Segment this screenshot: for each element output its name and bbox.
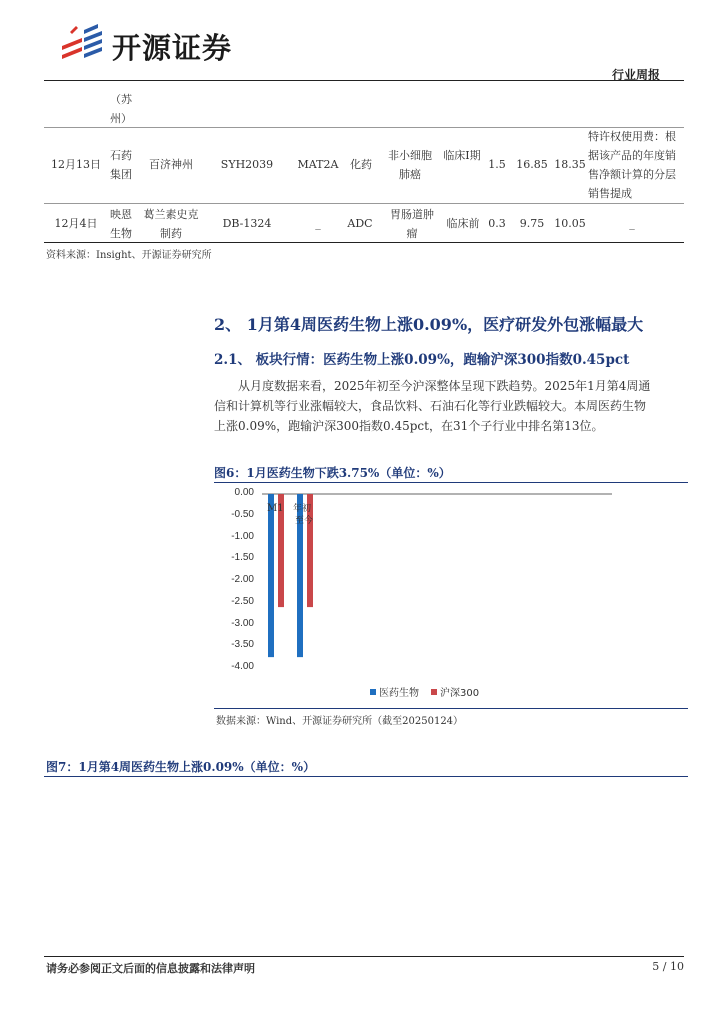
figure-6-rule bbox=[214, 482, 688, 483]
figure-6-source: 数据来源：Wind、开源证券研究所（截至20250124） bbox=[216, 716, 464, 727]
y-tick-label: 0.00 bbox=[234, 487, 254, 498]
table-cell-company: 石药集团 bbox=[110, 149, 132, 181]
paragraph-line: 从月度数据来看，2025年初至今沪深整体呈现下跌趋势。2025年1月第4周通 bbox=[238, 379, 651, 393]
table-cell-drug: SYH2039 bbox=[220, 158, 274, 171]
table-cell-milestone: 16.85 bbox=[516, 158, 548, 171]
section-2-title: 2、 1月第4周医药生物上涨0.09%，医疗研发外包涨幅最大 bbox=[214, 315, 644, 334]
company-logo bbox=[60, 24, 104, 64]
y-tick-label: -1.00 bbox=[231, 530, 254, 542]
company-name: 开源证券 bbox=[112, 31, 233, 65]
table-source: 资料来源：Insight、开源证券研究所 bbox=[46, 250, 212, 261]
paragraph-line: 上涨0.09%，跑输沪深300指数0.45pct，在31个子行业中排名第13位。 bbox=[214, 419, 604, 433]
y-tick-label: -3.50 bbox=[231, 639, 254, 651]
legend-label: 沪深300 bbox=[440, 688, 480, 699]
y-tick-label: -3.00 bbox=[231, 617, 254, 629]
y-tick-label: -2.00 bbox=[231, 574, 254, 585]
table-cell-upfront: 0.3 bbox=[488, 217, 506, 230]
x-category-label: 年初 bbox=[293, 504, 312, 514]
table-cell-stage: 临床I期 bbox=[443, 149, 481, 162]
legend-item bbox=[431, 684, 479, 699]
figure-6-caption: 图6：1月医药生物下跌3.75%（单位：%） bbox=[214, 466, 451, 480]
legend-swatch-series-2 bbox=[431, 689, 437, 695]
table-cell-royalty: 特许权使用费：根据该产品的年度销售净额计算的分层销售提成 bbox=[588, 130, 676, 200]
bar-chart bbox=[214, 486, 688, 708]
y-tick-label: -0.50 bbox=[231, 508, 254, 520]
page-number: 5 / 10 bbox=[652, 960, 684, 973]
figure-6-chart bbox=[214, 486, 688, 708]
bar-yiyao-1 bbox=[268, 494, 274, 657]
footer-rule bbox=[44, 956, 684, 957]
section-2-1-title: 2.1、 板块行情：医药生物上涨0.09%，跑输沪深300指数0.45pct bbox=[214, 352, 630, 368]
table-cell-type: ADC bbox=[347, 217, 373, 230]
market-paragraph bbox=[214, 376, 688, 436]
table-cell-company: 映恩生物 bbox=[110, 208, 132, 240]
table-cell-upfront: 1.5 bbox=[488, 158, 506, 171]
table-cell-stage: 临床前 bbox=[446, 217, 480, 230]
legend-swatch-series-1 bbox=[370, 689, 376, 695]
table-cell-date: 12月13日 bbox=[51, 158, 101, 171]
legend-item bbox=[370, 684, 419, 699]
report-type: 行业周报 bbox=[612, 68, 661, 82]
table-cell-indication: 非小细胞肺癌 bbox=[388, 149, 432, 181]
table-cell-total: 10.05 bbox=[554, 217, 586, 230]
table-cell-royalty: _ bbox=[629, 217, 635, 230]
figure-7-rule bbox=[44, 776, 688, 777]
paragraph-line: 信和计算机等行业涨幅较大，食品饮料、石油石化等行业跌幅较大。本周医药生物 bbox=[214, 399, 647, 413]
table-cell-target: MAT2A bbox=[297, 158, 339, 171]
y-tick-label: -2.50 bbox=[231, 595, 254, 607]
footer-disclaimer: 请务必参阅正文后面的信息披露和法律声明 bbox=[46, 962, 255, 975]
header-rule bbox=[44, 80, 684, 81]
table-cell-total: 18.35 bbox=[554, 158, 586, 171]
table-cell-drug: DB-1324 bbox=[222, 217, 272, 230]
figure-7-caption: 图7：1月第4周医药生物上涨0.09%（单位：%） bbox=[46, 760, 316, 774]
table-cell-target: _ bbox=[315, 217, 321, 230]
cell-text: （苏州） bbox=[110, 93, 132, 125]
x-category-label: 至今 bbox=[295, 516, 314, 526]
figure-6-bottom-rule bbox=[214, 708, 688, 709]
table-cell-date: 12月4日 bbox=[54, 217, 98, 230]
table-cell-indication: 胃肠道肿瘤 bbox=[390, 208, 434, 240]
y-tick-label: -4.00 bbox=[231, 661, 254, 672]
table-cell-company bbox=[110, 90, 138, 128]
table-divider bbox=[44, 203, 684, 204]
table-cell-milestone: 9.75 bbox=[519, 217, 545, 230]
logo-icon bbox=[60, 24, 104, 64]
table-cell-partner: 百济神州 bbox=[149, 158, 193, 171]
y-tick-label: -1.50 bbox=[231, 552, 254, 564]
chart-legend bbox=[370, 684, 479, 699]
table-bottom-rule bbox=[44, 242, 684, 243]
x-category-label: M1 bbox=[267, 503, 284, 514]
table-cell-type: 化药 bbox=[350, 158, 372, 171]
table-cell-partner: 葛兰素史克制药 bbox=[143, 208, 199, 240]
legend-label: 医药生物 bbox=[379, 688, 419, 699]
